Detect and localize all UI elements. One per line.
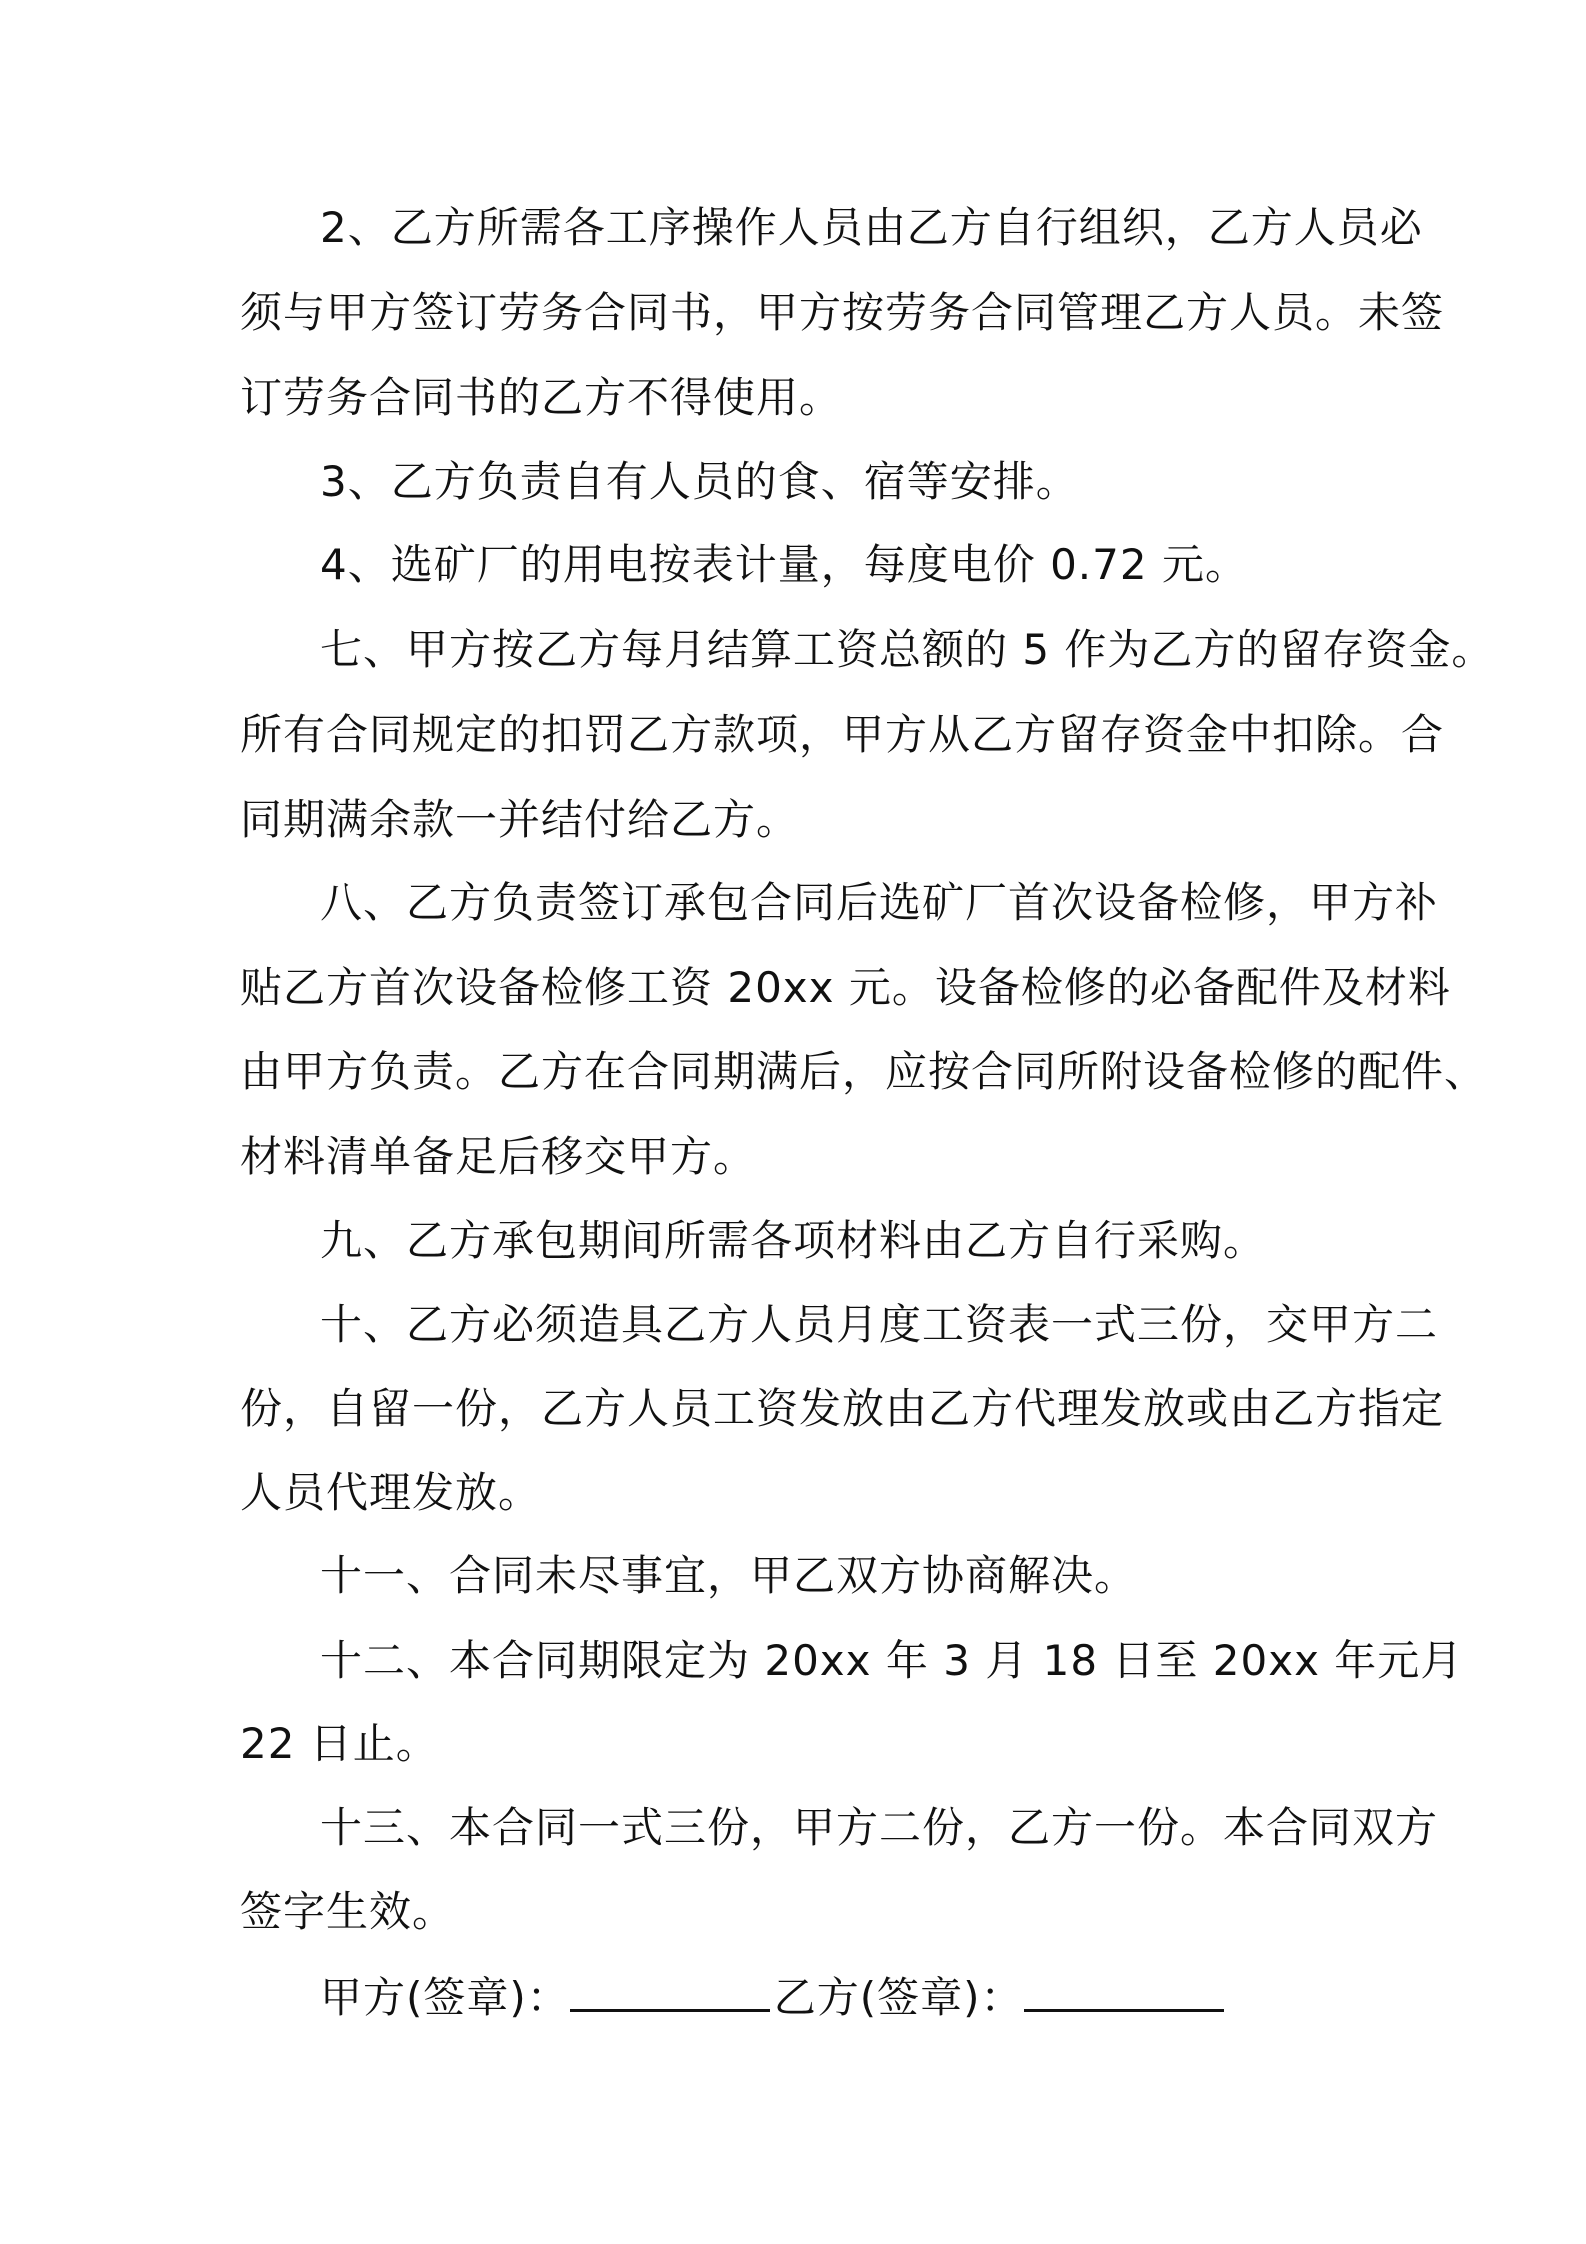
clause-10-line-2: 份，自留一份，乙方人员工资发放由乙方代理发放或由乙方指定 [240, 1384, 1445, 1433]
party-a-signature-label: 甲方(签章)： [320, 1973, 570, 2022]
clause-12-line-1: 十二、本合同期限定为 20xx 年 3 月 18 日至 20xx 年元月 [320, 1636, 1464, 1685]
clause-3-line-1: 3、乙方负责自有人员的食、宿等安排。 [320, 457, 1079, 506]
clause-7-line-2: 所有合同规定的扣罚乙方款项，甲方从乙方留存资金中扣除。合 [240, 710, 1445, 759]
clause-10-line-3: 人员代理发放。 [240, 1468, 542, 1517]
clause-2-line-3: 订劳务合同书的乙方不得使用。 [240, 373, 843, 422]
clause-10-line-1: 十、乙方必须造具乙方人员月度工资表一式三份，交甲方二 [320, 1300, 1439, 1349]
party-b-signature-label: 乙方(签章)： [773, 1973, 1024, 2022]
clause-4-line-1: 4、选矿厂的用电按表计量，每度电价 0.72 元。 [320, 540, 1248, 589]
clause-13-line-2: 签字生效。 [240, 1887, 456, 1936]
clause-11-line-1: 十一、合同未尽事宜，甲乙双方协商解决。 [320, 1551, 1138, 1600]
clause-13-line-1: 十三、本合同一式三份，甲方二份，乙方一份。本合同双方 [320, 1803, 1439, 1852]
clause-12-line-2: 22 日止。 [240, 1719, 439, 1768]
clause-2-line-1: 2、乙方所需各工序操作人员由乙方自行组织，乙方人员必 [320, 203, 1423, 252]
party-b-signature-blank[interactable] [1024, 1965, 1224, 2012]
clause-7-line-3: 同期满余款一并结付给乙方。 [240, 795, 800, 844]
clause-8-line-4: 材料清单备足后移交甲方。 [240, 1132, 757, 1181]
clause-7-line-1: 七、甲方按乙方每月结算工资总额的 5 作为乙方的留存资金。 [320, 625, 1495, 674]
clause-8-line-3: 由甲方负责。乙方在合同期满后，应按合同所附设备检修的配件、 [240, 1047, 1488, 1096]
clause-8-line-2: 贴乙方首次设备检修工资 20xx 元。设备检修的必备配件及材料 [240, 963, 1451, 1012]
clause-8-line-1: 八、乙方负责签订承包合同后选矿厂首次设备检修，甲方补 [320, 878, 1439, 927]
signature-row [320, 1965, 1228, 2025]
party-a-signature-blank[interactable] [570, 1965, 770, 2012]
clause-2-line-2: 须与甲方签订劳务合同书，甲方按劳务合同管理乙方人员。未签 [240, 288, 1445, 337]
clause-9-line-1: 九、乙方承包期间所需各项材料由乙方自行采购。 [320, 1216, 1267, 1265]
